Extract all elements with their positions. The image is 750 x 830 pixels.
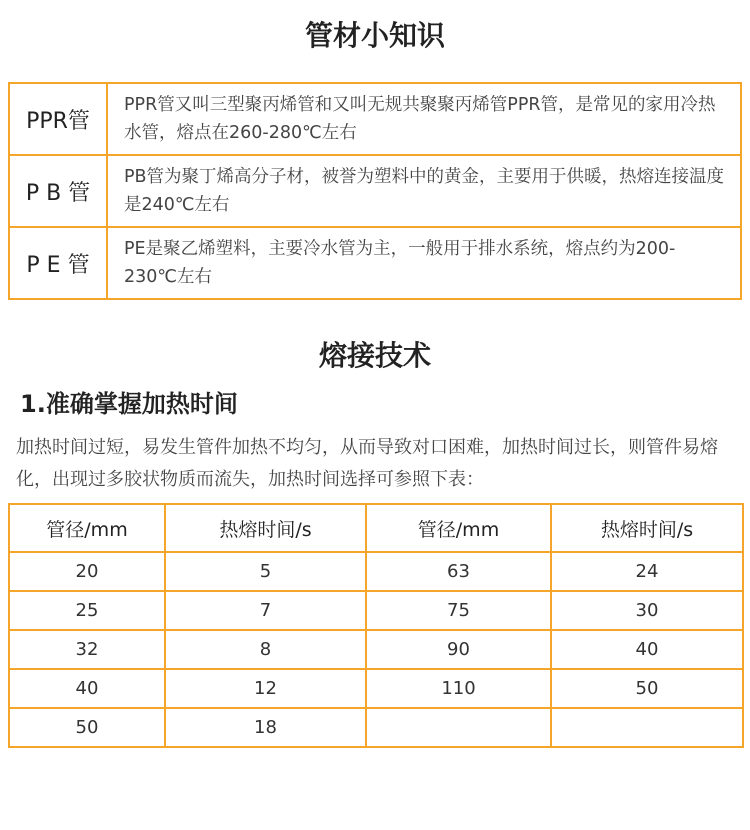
table-row (9, 227, 741, 299)
table-cell: 63 (366, 552, 551, 591)
heating-time-table (8, 503, 744, 748)
table-cell: 50 (9, 708, 165, 747)
section-title-technique: 熔接技术 (318, 339, 431, 372)
table-row (9, 708, 743, 747)
table-cell: 25 (9, 591, 165, 630)
pipe-desc-cell: PB管为聚丁烯高分子材，被誉为塑料中的黄金，主要用于供暖，热熔连接温度是240℃左右 (107, 155, 741, 227)
pipe-name-cell: PPR管 (9, 83, 107, 155)
table-cell: 90 (366, 630, 551, 669)
table-cell: 12 (165, 669, 366, 708)
table-cell: 110 (366, 669, 551, 708)
table-cell: 75 (366, 591, 551, 630)
table-cell: 50 (551, 669, 743, 708)
table-row (9, 552, 743, 591)
section-title-knowledge: 管材小知识 (304, 19, 445, 52)
column-header: 管径/mm (366, 504, 551, 552)
pipe-knowledge-table (8, 82, 742, 300)
table-row (9, 591, 743, 630)
table-cell: 40 (551, 630, 743, 669)
table-cell: 20 (9, 552, 165, 591)
column-header: 热熔时间/s (165, 504, 366, 552)
table-cell (551, 708, 743, 747)
table-cell (366, 708, 551, 747)
table-cell: 30 (551, 591, 743, 630)
table-cell: 24 (551, 552, 743, 591)
intro-paragraph: 加热时间过短，易发生管件加热不均匀，从而导致对口困难，加热时间过长，则管件易熔化，出现过多胶状物质而流失，加热时间选择可参照下表： (16, 437, 718, 490)
subsection-heading: 1.准确掌握加热时间 (20, 390, 238, 418)
table-row (9, 669, 743, 708)
table-header-row (9, 504, 743, 552)
table-cell: 18 (165, 708, 366, 747)
table-row (9, 83, 741, 155)
table-cell: 5 (165, 552, 366, 591)
pipe-desc-cell: PE是聚乙烯塑料，主要冷水管为主，一般用于排水系统，熔点约为200-230℃左右 (107, 227, 741, 299)
table-row (9, 155, 741, 227)
column-header: 管径/mm (9, 504, 165, 552)
column-header: 热熔时间/s (551, 504, 743, 552)
pipe-name-cell: P B 管 (9, 155, 107, 227)
table-cell: 8 (165, 630, 366, 669)
table-cell: 7 (165, 591, 366, 630)
table-cell: 32 (9, 630, 165, 669)
pipe-desc-cell: PPR管又叫三型聚丙烯管和又叫无规共聚聚丙烯管PPR管，是常见的家用冷热水管，熔点在260-280℃左右 (107, 83, 741, 155)
pipe-name-cell: P E 管 (9, 227, 107, 299)
table-cell: 40 (9, 669, 165, 708)
table-row (9, 630, 743, 669)
